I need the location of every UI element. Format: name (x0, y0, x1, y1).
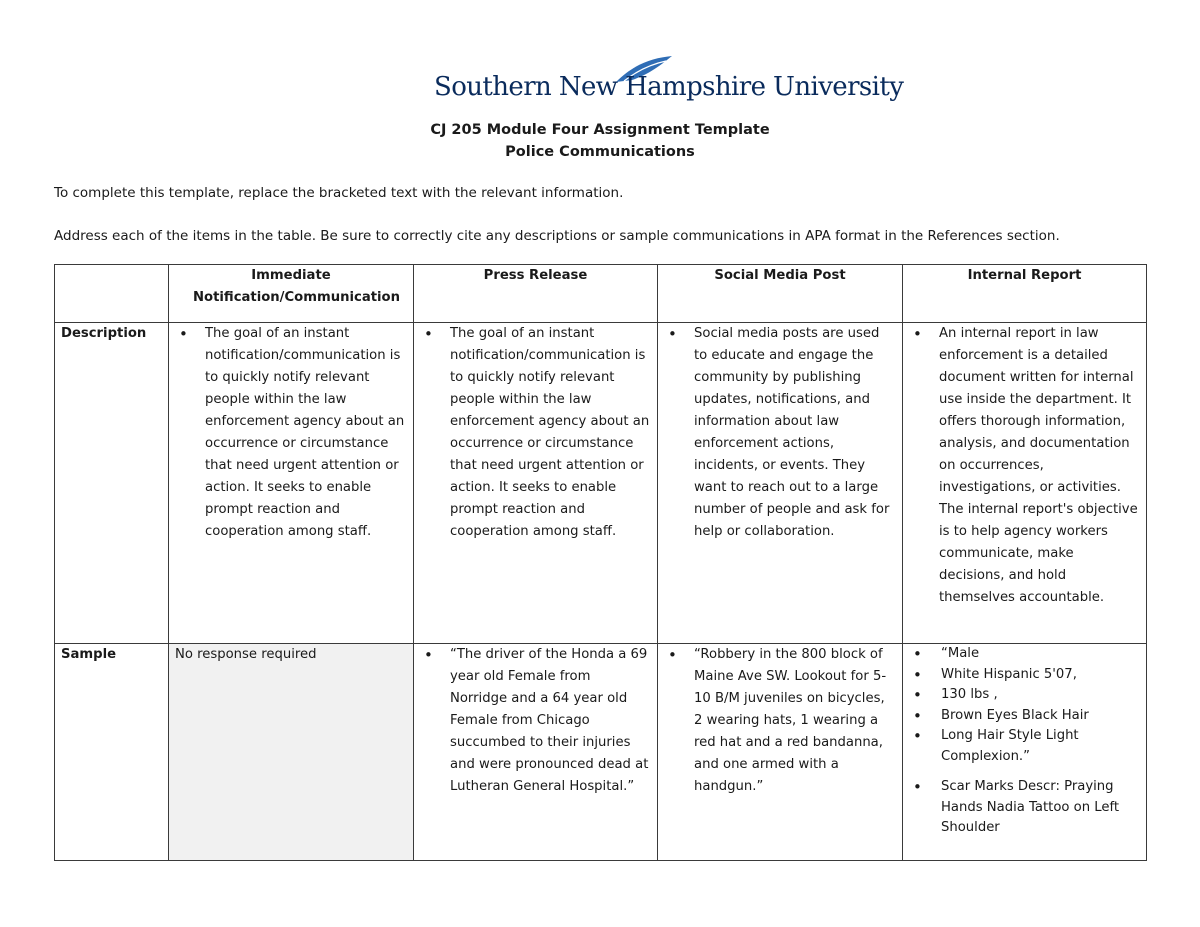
list-item: • Long Hair Style Light Complexion.” (909, 726, 1140, 767)
list-item: • “Male (909, 644, 1140, 665)
list-item: • “The driver of the Honda a 69 year old Female from Norridge and a 64 year old Female from Chicago succumbed to their injuries and were pronounced dead at Lutheran General Hospital.” (420, 644, 651, 798)
column-header-label: Immediate Notification/Communication (193, 268, 401, 305)
row-label-description: Description (55, 323, 169, 644)
list-item: • The goal of an instant notification/communication is to quickly notify relevant people within the law enforcement agency about an occurrence or circumstance that need urgent attention or action. It seeks to enable prompt reaction and cooperation among staff. (175, 323, 407, 543)
sample-immediate-notification: No response required (169, 644, 414, 861)
table-header-row (55, 265, 1147, 323)
list-item: • An internal report in law enforcement is a detailed document written for internal use inside the department. It offers thorough information, analysis, and documentation on occurrences, investigations, or activities. The internal report's objective is to help agency workers communicate, make decisions, and hold themselves accountable. (909, 323, 1140, 609)
list-item: • “Robbery in the 800 block of Maine Ave SW. Lookout for 5-10 B/M juveniles on bicycles, 2 wearing hats, 1 wearing a red hat and a red bandanna, and one armed with a handgun.” (664, 644, 896, 798)
list-item: • Scar Marks Descr: Praying Hands Nadia Tattoo on Left Shoulder (909, 777, 1140, 839)
column-header-immediate-notification (169, 265, 414, 323)
instruction-1: To complete this template, replace the bracketed text with the relevant information. (54, 185, 624, 201)
document-title: CJ 205 Module Four Assignment Template (430, 122, 770, 138)
document-subtitle: Police Communications (505, 144, 695, 160)
list-item: • Social media posts are used to educate and engage the community by publishing updates, notifications, and information about law enforcement actions, incidents, or events. They want to reach out to a large number of people and ask for help or collaboration. (664, 323, 896, 543)
list-item: • Brown Eyes Black Hair (909, 706, 1140, 727)
sample-press-release (414, 644, 658, 861)
assignment-table (54, 264, 1147, 861)
sample-internal-report (903, 644, 1147, 861)
column-header-press-release: Press Release (414, 265, 658, 323)
description-social-media-post (658, 323, 903, 644)
instruction-2: Address each of the items in the table. Be sure to correctly cite any descriptions or sample communications in APA format in the References section. (54, 228, 1060, 244)
sample-social-media-post (658, 644, 903, 861)
list-item: • 130 lbs , (909, 685, 1140, 706)
column-header-social-media-post: Social Media Post (658, 265, 903, 323)
description-immediate-notification (169, 323, 414, 644)
list-item: • White Hispanic 5'07, (909, 665, 1140, 686)
row-label-sample: Sample (55, 644, 169, 861)
column-header-internal-report: Internal Report (903, 265, 1147, 323)
column-header-blank (55, 265, 169, 323)
logo-text: Southern New Hampshire University (434, 72, 904, 102)
list-item: • The goal of an instant notification/communication is to quickly notify relevant people within the law enforcement agency about an occurrence or circumstance that need urgent attention or action. It seeks to enable prompt reaction and cooperation among staff. (420, 323, 651, 543)
table-row-description (55, 323, 1147, 644)
snhu-logo (434, 54, 904, 106)
description-internal-report (903, 323, 1147, 644)
table-row-sample (55, 644, 1147, 861)
description-press-release (414, 323, 658, 644)
